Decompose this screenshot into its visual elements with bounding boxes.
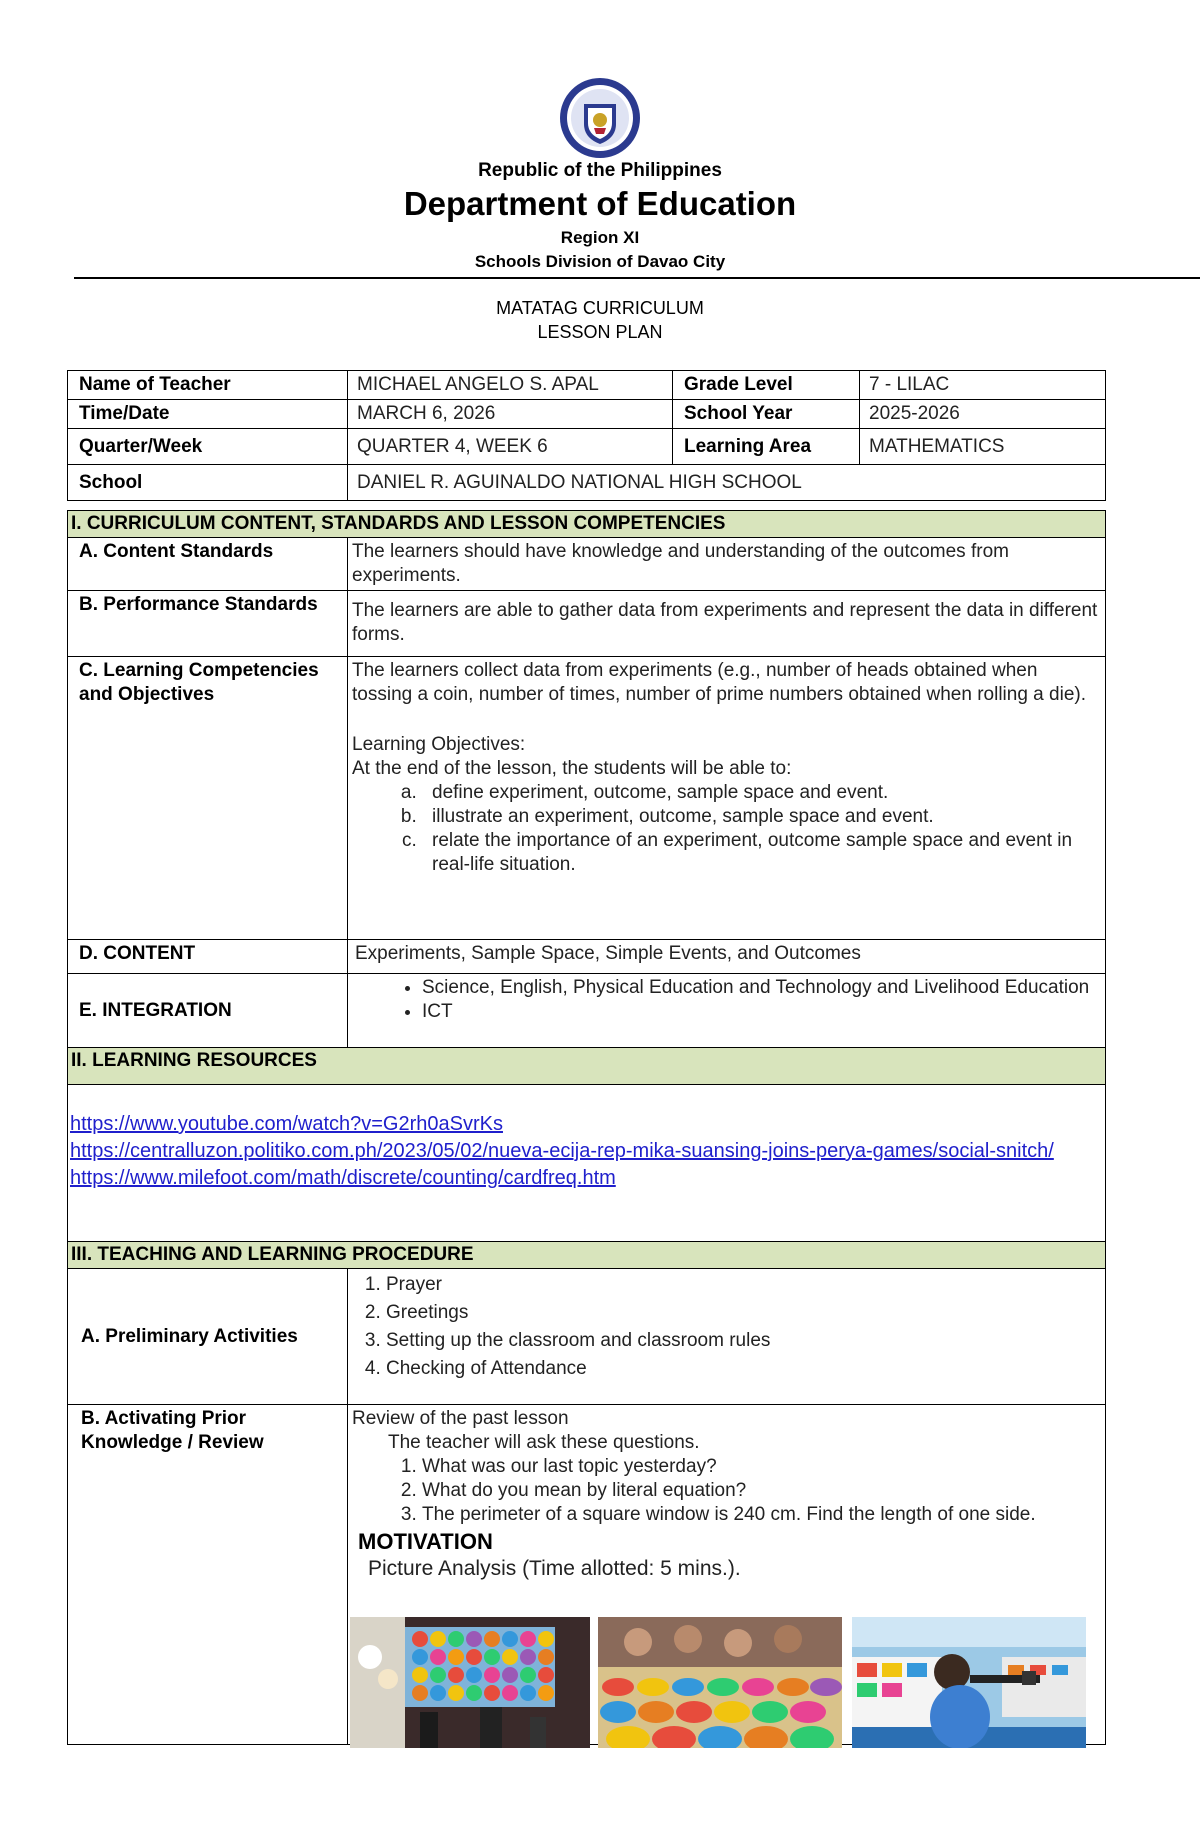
review-label: B. Activating Prior Knowledge / Review (68, 1405, 348, 1745)
review-title: Review of the past lesson (352, 1408, 569, 1429)
republic-line: Republic of the Philippines (478, 160, 722, 181)
activity-item: 3. Setting up the classroom and classroom rules (386, 1327, 1101, 1355)
color-game-photo (598, 1617, 842, 1748)
objectives-intro: At the end of the lesson, the students will be able to: (352, 758, 792, 779)
section-3-header: III. TEACHING AND LEARNING PROCEDURE (68, 1242, 1106, 1269)
resource-link[interactable]: https://www.youtube.com/watch?v=G2rh0aSvrKs (70, 1113, 503, 1135)
quarter-value: QUARTER 4, WEEK 6 (348, 429, 673, 465)
doc-type-line: LESSON PLAN (537, 322, 663, 342)
integration-cell (348, 974, 1106, 1048)
objective-item: c. relate the importance of an experiment, outcome sample space and event in real-life situation. (422, 829, 1101, 877)
activity-item: 2. Greetings (386, 1299, 1101, 1327)
region-line: Region XI (560, 228, 640, 247)
objectives-list (352, 781, 1101, 877)
objectives-title: Learning Objectives: (352, 734, 526, 755)
preliminary-cell (348, 1269, 1106, 1405)
integration-item: • ICT (422, 1000, 1101, 1024)
content-standards-label: A. Content Standards (68, 538, 348, 591)
performance-standards-label: B. Performance Standards (68, 591, 348, 657)
competencies-cell (348, 657, 1106, 940)
content-standards-text: The learners should have knowledge and understanding of the outcomes from experiments. (348, 538, 1106, 591)
integration-item: • Science, English, Physical Education and Technology and Livelihood Education (422, 976, 1101, 1000)
resources-cell (68, 1085, 1106, 1242)
picture-analysis-text: Picture Analysis (Time allotted: 5 mins.). (368, 1557, 741, 1580)
competencies-label: C. Learning Competencies and Objectives (68, 657, 348, 940)
integration-label: E. INTEGRATION (68, 974, 348, 1048)
section-2-header: II. LEARNING RESOURCES (68, 1048, 1106, 1085)
division-line: Schools Division of Davao City (474, 252, 726, 271)
balloon-dart-game-photo (350, 1617, 590, 1748)
preliminary-list (352, 1271, 1101, 1383)
grade-value: 7 - LILAC (860, 371, 1106, 400)
teacher-info-table (67, 370, 1106, 501)
motivation-heading: MOTIVATION (358, 1529, 493, 1554)
content-text: Experiments, Sample Space, Simple Events, and Outcomes (348, 940, 1106, 974)
performance-standards-text: The learners are able to gather data from experiments and represent the data in different forms. (348, 591, 1106, 657)
section-1-header: I. CURRICULUM CONTENT, STANDARDS AND LESSON COMPETENCIES (68, 511, 1106, 538)
competencies-text: The learners collect data from experiments (e.g., number of heads obtained when tossing a coin, number of times, number of prime numbers obtained when rolling a die). (352, 660, 1086, 705)
integration-list (352, 976, 1101, 1024)
review-intro: The teacher will ask these questions. (388, 1432, 700, 1453)
review-questions (352, 1455, 1101, 1527)
lesson-plan-table (67, 510, 1106, 1745)
school-value: DANIEL R. AGUINALDO NATIONAL HIGH SCHOOL (348, 465, 1106, 501)
header-rule (74, 277, 1200, 279)
quarter-label: Quarter/Week (68, 429, 348, 465)
area-value: MATHEMATICS (860, 429, 1106, 465)
area-label: Learning Area (673, 429, 860, 465)
review-question: 2. What do you mean by literal equation? (422, 1479, 1101, 1503)
teacher-value: MICHAEL ANGELO S. APAL (348, 371, 673, 400)
deped-seal-logo (558, 76, 642, 160)
objective-item: a. define experiment, outcome, sample space and event. (422, 781, 1101, 805)
review-question: 1. What was our last topic yesterday? (422, 1455, 1101, 1479)
date-label: Time/Date (68, 400, 348, 429)
resource-link[interactable]: https://centralluzon.politiko.com.ph/2023/05/02/nueva-ecija-rep-mika-suansing-joins-perya-games/social-snitch/ (70, 1140, 1054, 1162)
curriculum-line: MATATAG CURRICULUM (496, 298, 704, 318)
teacher-label: Name of Teacher (68, 371, 348, 400)
shooting-game-photo (852, 1617, 1086, 1748)
review-question: 3. The perimeter of a square window is 240 cm. Find the length of one side. (422, 1503, 1101, 1527)
resource-link[interactable]: https://www.milefoot.com/math/discrete/counting/cardfreq.htm (70, 1167, 616, 1189)
activity-item: 1. Prayer (386, 1271, 1101, 1299)
preliminary-label: A. Preliminary Activities (68, 1269, 348, 1405)
department-title: Department of Education (403, 185, 797, 222)
activity-item: 4. Checking of Attendance (386, 1355, 1101, 1383)
date-value: MARCH 6, 2026 (348, 400, 673, 429)
school-label: School (68, 465, 348, 501)
year-value: 2025-2026 (860, 400, 1106, 429)
grade-label: Grade Level (673, 371, 860, 400)
objective-item: b. illustrate an experiment, outcome, sample space and event. (422, 805, 1101, 829)
content-label: D. CONTENT (68, 940, 348, 974)
year-label: School Year (673, 400, 860, 429)
